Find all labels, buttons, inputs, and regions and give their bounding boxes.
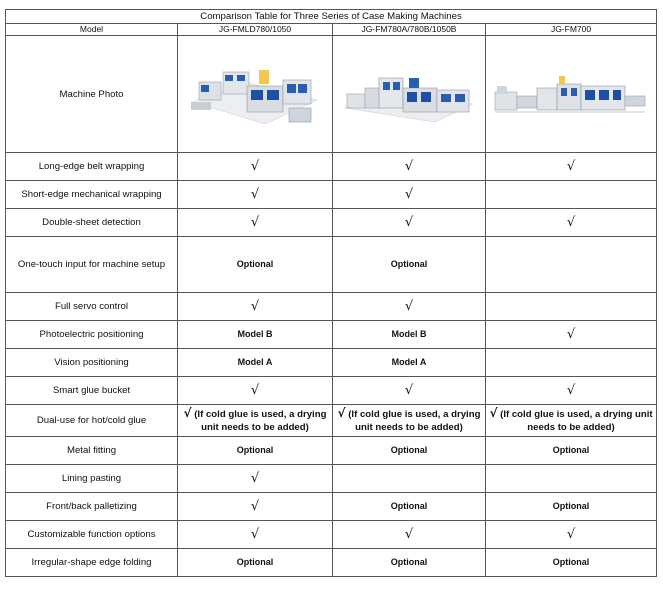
- feature-value-cell: [333, 153, 486, 181]
- checkmark-icon: √: [404, 158, 414, 174]
- feature-label: Smart glue bucket: [6, 377, 178, 405]
- feature-value-cell: [178, 153, 333, 181]
- machine-image-fmld: [185, 52, 325, 136]
- feature-label: Lining pasting: [6, 465, 178, 493]
- model-variant-label: Model A: [237, 357, 273, 367]
- checkmark-icon: √: [566, 214, 576, 230]
- cold-glue-note: (If cold glue is used, a drying unit needs to be added): [500, 409, 653, 433]
- feature-value-cell: [486, 405, 657, 437]
- feature-label: Metal fitting: [6, 437, 178, 465]
- feature-value-cell: [178, 349, 333, 377]
- table-row: [6, 153, 657, 181]
- feature-value-cell: [333, 521, 486, 549]
- checkmark-icon: √: [566, 326, 576, 342]
- model-variant-label: Model B: [237, 329, 273, 339]
- table-row: [6, 521, 657, 549]
- feature-value-cell: [486, 521, 657, 549]
- feature-value-cell: [486, 293, 657, 321]
- feature-value-cell: [486, 349, 657, 377]
- feature-value-cell: [178, 181, 333, 209]
- machine-photo-fmld: [178, 36, 333, 153]
- feature-value-cell: [486, 153, 657, 181]
- checkmark-icon: √: [337, 406, 346, 420]
- feature-label: Front/back palletizing: [6, 493, 178, 521]
- feature-value-cell: [178, 293, 333, 321]
- feature-label: One-touch input for machine setup: [6, 237, 178, 293]
- checkmark-icon: √: [404, 382, 414, 398]
- feature-value-cell: [333, 237, 486, 293]
- feature-value-cell: [178, 549, 333, 577]
- feature-label: Irregular-shape edge folding: [6, 549, 178, 577]
- feature-value-cell: [333, 293, 486, 321]
- model-variant-label: Model B: [391, 329, 427, 339]
- feature-label: Vision positioning: [6, 349, 178, 377]
- feature-value-cell: [333, 493, 486, 521]
- optional-label: Optional: [236, 557, 274, 567]
- optional-label: Optional: [236, 259, 274, 269]
- optional-label: Optional: [236, 445, 274, 455]
- checkmark-icon: √: [250, 158, 260, 174]
- feature-label: Double-sheet detection: [6, 209, 178, 237]
- table-row: [6, 293, 657, 321]
- feature-value-cell: [178, 493, 333, 521]
- checkmark-icon: √: [250, 186, 260, 202]
- feature-value-cell: [333, 549, 486, 577]
- header-jg-fm700: JG-FM700: [486, 24, 657, 36]
- table-row: [6, 549, 657, 577]
- optional-label: Optional: [552, 557, 590, 567]
- machine-photo-fm700: [486, 36, 657, 153]
- comparison-table-container: [5, 9, 657, 577]
- feature-value-cell: [178, 521, 333, 549]
- checkmark-icon: √: [404, 186, 414, 202]
- feature-value-cell: [486, 209, 657, 237]
- checkmark-icon: √: [250, 214, 260, 230]
- machine-image-fm780: [339, 52, 479, 136]
- optional-label: Optional: [552, 501, 590, 511]
- checkmark-icon: √: [404, 526, 414, 542]
- table-row: [6, 493, 657, 521]
- checkmark-icon: √: [404, 298, 414, 314]
- checkmark-icon: √: [250, 470, 260, 486]
- checkmark-icon: √: [489, 406, 498, 420]
- machine-image-fm700: [491, 52, 651, 136]
- feature-value-cell: [333, 321, 486, 349]
- feature-value-cell: [178, 321, 333, 349]
- feature-value-cell: [178, 465, 333, 493]
- model-variant-label: Model A: [391, 357, 427, 367]
- feature-value-cell: [178, 437, 333, 465]
- feature-value-cell: [486, 493, 657, 521]
- table-row: [6, 437, 657, 465]
- header-jg-fmld: JG-FMLD780/1050: [178, 24, 333, 36]
- feature-value-cell: [333, 465, 486, 493]
- optional-label: Optional: [390, 557, 428, 567]
- checkmark-icon: √: [250, 498, 260, 514]
- table-row: [6, 209, 657, 237]
- checkmark-icon: √: [250, 526, 260, 542]
- table-row: [6, 237, 657, 293]
- table-row: [6, 181, 657, 209]
- checkmark-icon: √: [183, 406, 192, 420]
- checkmark-icon: √: [404, 214, 414, 230]
- cold-glue-note: (If cold glue is used, a drying unit needs to be added): [348, 409, 481, 433]
- feature-label: Photoelectric positioning: [6, 321, 178, 349]
- feature-value-cell: [333, 437, 486, 465]
- header-jg-fm780: JG-FM780A/780B/1050B: [333, 24, 486, 36]
- photo-row-label: Machine Photo: [6, 36, 178, 153]
- checkmark-icon: √: [250, 382, 260, 398]
- feature-value-cell: [333, 209, 486, 237]
- optional-label: Optional: [390, 445, 428, 455]
- table-row: [6, 405, 657, 437]
- comparison-table: [5, 9, 657, 577]
- feature-value-cell: [486, 237, 657, 293]
- feature-value-cell: [333, 405, 486, 437]
- feature-value-cell: [486, 181, 657, 209]
- feature-value-cell: [333, 181, 486, 209]
- optional-label: Optional: [552, 445, 590, 455]
- feature-value-cell: [178, 377, 333, 405]
- feature-value-cell: [178, 237, 333, 293]
- feature-label: Short-edge mechanical wrapping: [6, 181, 178, 209]
- feature-value-cell: [178, 209, 333, 237]
- table-row: [6, 321, 657, 349]
- feature-value-cell: [486, 321, 657, 349]
- checkmark-icon: √: [566, 382, 576, 398]
- optional-label: Optional: [390, 259, 428, 269]
- checkmark-icon: √: [250, 298, 260, 314]
- table-row: [6, 465, 657, 493]
- optional-label: Optional: [390, 501, 428, 511]
- checkmark-icon: √: [566, 526, 576, 542]
- table-title: Comparison Table for Three Series of Case Making Machines: [6, 10, 657, 24]
- header-model: Model: [6, 24, 178, 36]
- table-row: [6, 349, 657, 377]
- table-row: [6, 377, 657, 405]
- cold-glue-note: (If cold glue is used, a drying unit needs to be added): [194, 409, 327, 433]
- feature-value-cell: [486, 377, 657, 405]
- feature-value-cell: [486, 465, 657, 493]
- feature-label: Full servo control: [6, 293, 178, 321]
- feature-value-cell: [486, 437, 657, 465]
- machine-photo-fm780: [333, 36, 486, 153]
- feature-value-cell: [333, 349, 486, 377]
- checkmark-icon: √: [566, 158, 576, 174]
- feature-label: Dual-use for hot/cold glue: [6, 405, 178, 437]
- feature-value-cell: [178, 405, 333, 437]
- feature-value-cell: [486, 549, 657, 577]
- feature-label: Long-edge belt wrapping: [6, 153, 178, 181]
- feature-value-cell: [333, 377, 486, 405]
- feature-label: Customizable function options: [6, 521, 178, 549]
